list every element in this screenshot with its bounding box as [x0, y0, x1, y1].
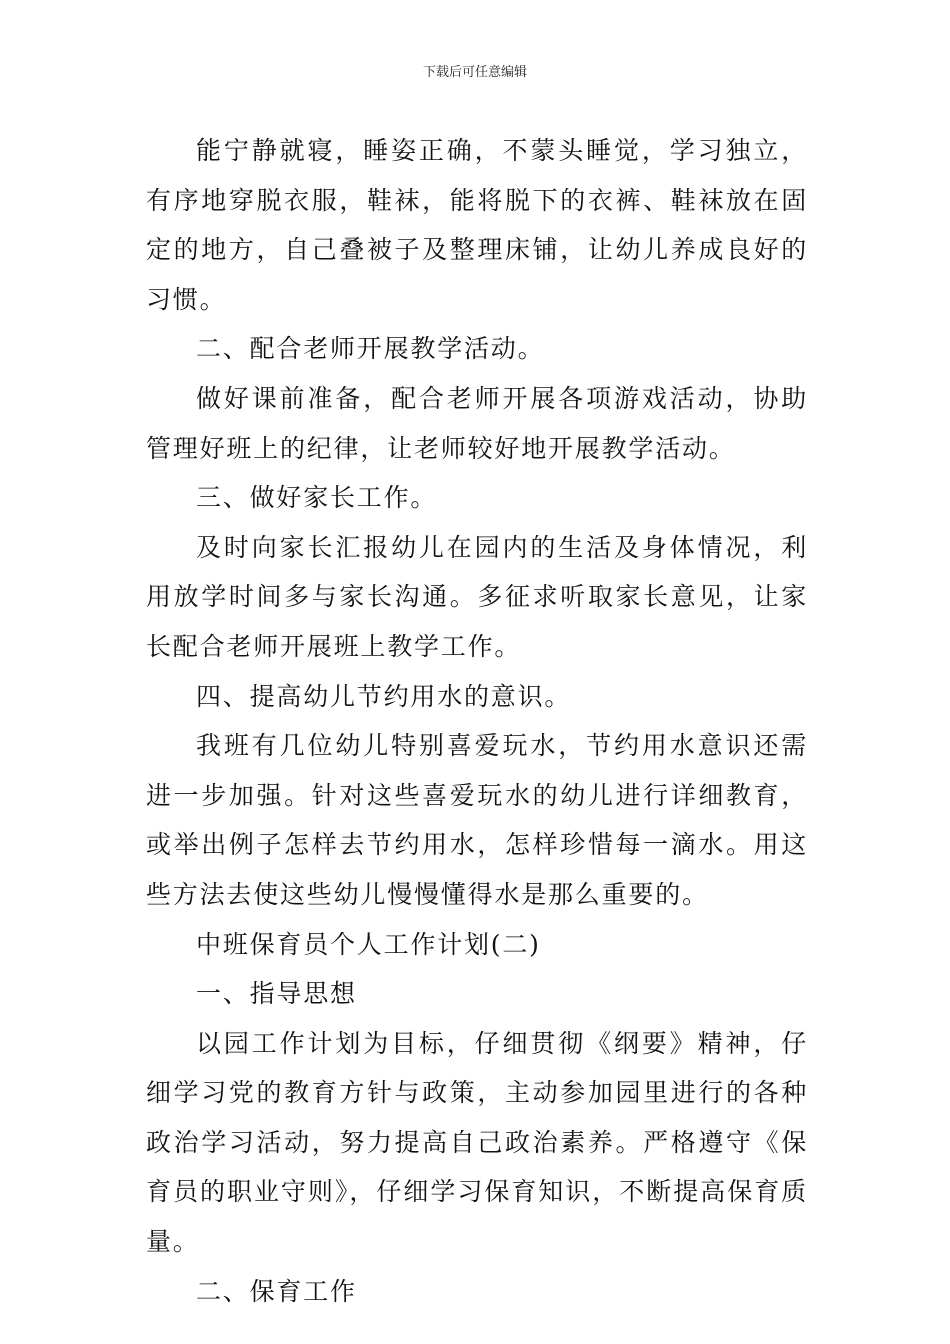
section-heading-guiding: 一、指导思想: [196, 979, 357, 1009]
document-body: [146, 126, 808, 1316]
section-heading-water: 四、提高幼儿节约用水的意识。: [196, 681, 572, 711]
paragraph-sleep-habits: 能宁静就寝，睡姿正确，不蒙头睡觉，学习独立，有序地穿脱衣服，鞋袜，能将脱下的衣裤、鞋袜放在固定的地方，自己叠被子及整理床铺，让幼儿养成良好的习惯。: [146, 136, 808, 314]
paragraph-water: 我班有几位幼儿特别喜爱玩水，节约用水意识还需进一步加强。针对这些喜爱玩水的幼儿进行详细教育，或举出例子怎样去节约用水，怎样珍惜每一滴水。用这些方法去使这些幼儿慢慢懂得水是那么重要的。: [146, 731, 808, 909]
section-heading-care-work: 二、保育工作: [196, 1276, 357, 1306]
paragraph-guiding: 以园工作计划为目标，仔细贯彻《纲要》精神，仔细学习党的教育方针与政策，主动参加园里进行的各种政治学习活动，努力提高自己政治素养。严格遵守《保育员的职业守则》，仔细学习保育知识，不断提高保育质量。: [146, 1028, 808, 1257]
document-subtitle: 中班保育员个人工作计划(二): [196, 929, 541, 959]
section-heading-parents: 三、做好家长工作。: [196, 483, 438, 513]
section-heading-teaching: 二、配合老师开展教学活动。: [196, 334, 545, 364]
page-header-note: 下载后可任意编辑: [422, 65, 527, 80]
paragraph-teaching: 做好课前准备，配合老师开展各项游戏活动，协助管理好班上的纪律，让老师较好地开展教学活动。: [146, 383, 808, 463]
paragraph-parents: 及时向家长汇报幼儿在园内的生活及身体情况，利用放学时间多与家长沟通。多征求听取家长意见，让家长配合老师开展班上教学工作。: [146, 532, 808, 661]
